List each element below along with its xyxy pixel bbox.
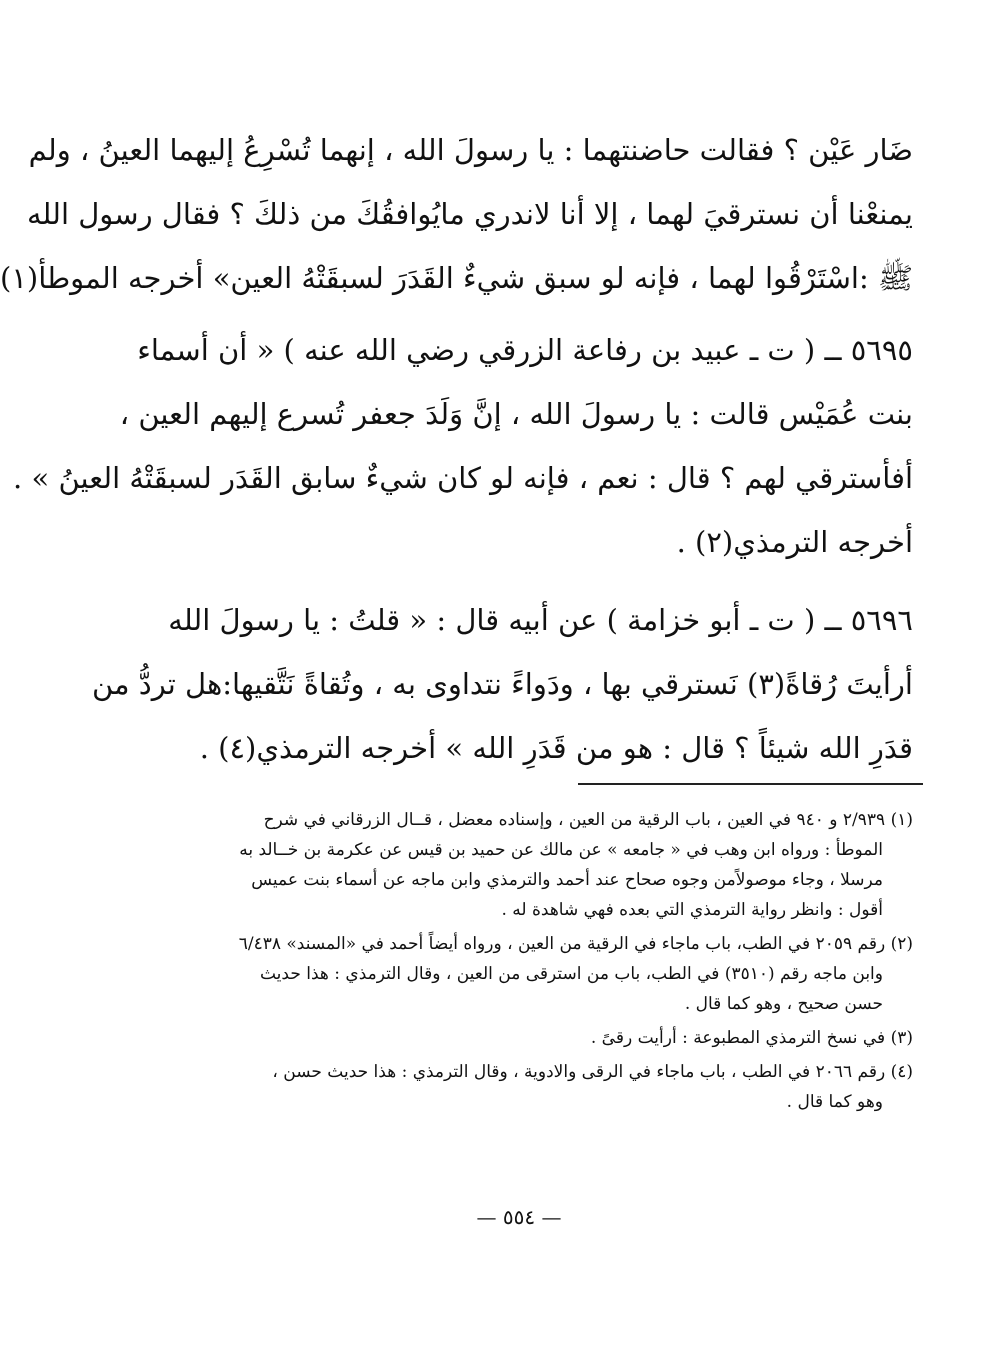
text-line: بنت عُمَيْس قالت : يا رسولَ الله ، إنَّ وَلَدَ جعفر تُسرع إليهم العين ،	[119, 397, 913, 431]
footnote-line: حسن صحيح ، وهو كما قال .	[684, 994, 883, 1014]
text-line: أخرجه الترمذي(٢) .	[676, 525, 913, 559]
page-number: — ٥٥٤ —	[476, 1205, 562, 1229]
footnote-3: (٣) في نسخ الترمذي المطبوعة : أرأيت رقىً .	[590, 1028, 913, 1048]
hadith-5696-heading: ٥٦٩٦ ــ ( ت ـ أبو خزامة ) عن أبيه قال : « قلتُ : يا رسولَ الله	[168, 603, 913, 637]
footnote-4: (٤) رقم ٢٠٦٦ في الطب ، باب ماجاء في الرقى والادوية ، وقال الترمذي : هذا حديث حسن ،	[272, 1062, 913, 1082]
footnote-line: الموطأ : ورواه ابن وهب في « جامعه » عن مالك عن حميد بن قيس عن عكرمة بن خــالد به	[239, 840, 883, 860]
footnote-divider	[578, 783, 923, 785]
footnote-line: أقول : وانظر رواية الترمذي التي بعده فهي شاهدة له .	[501, 900, 883, 920]
text-line: يمنعْنا أن نسترقيَ لهما ، إلا أنا لاندري مايُوافقُكَ من ذلكَ ؟ فقال رسول الله	[26, 197, 913, 231]
text-line: أفأسترقي لهم ؟ قال : نعم ، فإنه لو كان شيءٌ سابق القَدَر لسبقَتْهُ العينُ » .	[13, 461, 913, 495]
hadith-5695-heading: ٥٦٩٥ ــ ( ت ـ عبيد بن رفاعة الزرقي رضي الله عنه ) « أن أسماء	[137, 333, 913, 367]
text-line: قدَرِ الله شيئاً ؟ قال : هو من قَدَرِ الله » أخرجه الترمذي(٤) .	[199, 731, 913, 765]
text-line: ضَار عَيْن ؟ فقالت حاضنتهما : يا رسولَ الله ، إنهما تُسْرِعُ إليهما العينُ ، ولم	[28, 133, 913, 167]
footnotes	[128, 805, 913, 1117]
text-line: أرأيتَ رُقاةً(٣) نَسترقي بها ، ودَواءً نتداوى به ، وتُقاةً نَتَّقيها:هل تردُّ من	[91, 667, 913, 701]
main-text	[0, 118, 913, 780]
footnote-line: مرسلا ، وجاء موصولاًمن وجوه صحاح عند أحمد والترمذي وابن ماجه عن أسماء بنت عميس	[251, 870, 883, 890]
footnote-2: (٢) رقم ٢٠٥٩ في الطب، باب ماجاء في الرقية من العين ، ورواه أيضاً أحمد في «المسند» ٦/٤٣٨	[238, 934, 913, 954]
footnote-line: وابن ماجه رقم (٣٥١٠) في الطب، باب من استرقى من العين ، وقال الترمذي : هذا حديث	[259, 964, 883, 984]
text-line: ﷺ :اسْتَرْقُوا لهما ، فإنه لو سبق شيءٌ القَدَرَ لسبقَتْهُ العين» أخرجه الموطأ(١)	[0, 261, 913, 295]
footnote-1: (١) ٢/٩٣٩ و ٩٤٠ في العين ، باب الرقية من العين ، وإسناده معضل ، قــال الزرقاني في شرح	[263, 810, 913, 830]
footnote-line: وهو كما قال .	[786, 1092, 883, 1112]
